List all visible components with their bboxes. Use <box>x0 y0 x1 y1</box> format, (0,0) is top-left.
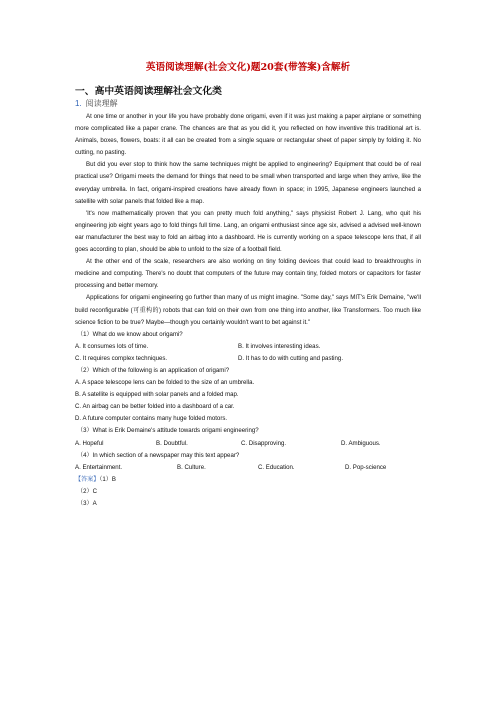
passage-paragraph: Applications for origami engineering go further than many of us might imagine. "Some day," says MIT's Erik Demaine, "we'll build reconfigurable (可重构的) robots that can fold on their own from one thing into another, like Transformers. Too much like science fiction to be true? Maybe—though you certainly wouldn't want to bet against it." <box>75 294 421 326</box>
question-label: 阅读理解 <box>85 99 118 108</box>
option: C. An airbag can be better folded into a dashboard of a car. <box>75 403 235 411</box>
option: C. Disapproving. <box>241 439 287 447</box>
answer-label: 【答案】 <box>75 475 100 483</box>
passage-paragraph: At the other end of the scale, researchers are also working on tiny folding devices that could lead to breakthroughs in medicine and computing. There's no doubt that computers of the future may contain tiny, folded motors or capacitors for faster processing and better memory. <box>75 258 421 290</box>
option: D. A future computer contains many huge folded motors. <box>75 415 228 423</box>
option-row <box>75 438 421 450</box>
option: A. Entertainment. <box>75 463 123 471</box>
option: C. Education. <box>258 463 295 471</box>
option: B. A satellite is equipped with solar panels and a folded map. <box>75 391 239 399</box>
section-heading: 一、高中英语阅读理解社会文化类 <box>75 86 222 97</box>
answer-line <box>75 474 421 486</box>
option: A. Hopeful <box>75 439 104 447</box>
option: D. Ambiguous. <box>341 439 381 447</box>
option: A. A space telescope lens can be folded to the size of an umbrella. <box>75 379 255 387</box>
option-row <box>75 341 421 353</box>
passage-paragraph: 'It's now mathematically proven that you can pretty much fold anything," says physicist Robert J. Lang, who quit his engineering job eight years ago to fold things full time. Lang, an origami enthusiast since age six, advised a advised well-known ear manufacturer the best way to fold an airbag into a dashboard. He is currently working on a space telescope lens that, if all goes according to plan, should be able to unfold to the size of a football field. <box>75 209 421 254</box>
option: B. Doubtful. <box>156 439 188 447</box>
question-header <box>75 98 118 109</box>
question-stem: （3）What is Erik Demaine's attitude towards origami engineering? <box>77 427 259 435</box>
answer: （2）C <box>77 487 97 495</box>
answer: （3）A <box>77 500 97 507</box>
answer: （1）B <box>99 475 116 483</box>
option: B. It involves interesting ideas. <box>238 342 321 350</box>
option: A. It consumes lots of time. <box>75 342 149 350</box>
passage-body <box>75 111 421 510</box>
option: C. It requires complex techniques. <box>75 354 168 362</box>
document-title: 英语阅读理解(社会文化)题20套(带答案)含解析 <box>145 62 351 73</box>
question-stem: （4）In which section of a newspaper may this text appear? <box>77 451 240 459</box>
question-stem: （2）Which of the following is an application of origami? <box>77 366 230 374</box>
option-row <box>75 462 421 474</box>
passage-paragraph: But did you ever stop to think how the same techniques might be applied to engineering? Equipment that could be of real practical use? Origami meets the demand for things that need to be small when transported and large when they arrive, like the everyday umbrella. In fact, origami-inspired creations have already flown in space; in 1995, Japanese engineers launched a satellite with solar panels that folded like a map. <box>75 161 421 205</box>
option-row <box>75 353 421 365</box>
question-stem: （1）What do we know about origami? <box>77 330 183 338</box>
option: D. It has to do with cutting and pasting. <box>238 354 344 362</box>
question-number: 1. <box>75 99 82 108</box>
passage-paragraph: At one time or another in your life you have probably done origami, even if it was just making a paper airplane or something more complicated like a paper crane. The chances are that as you did it, you reflected on how inventive this traditional art is. Animals, boxes, flowers, boats: it all can be created from a single square or rectangular sheet of paper simply by folding it. No cutting, no pasting. <box>75 113 421 157</box>
option: B. Culture. <box>177 463 206 471</box>
option: D. Pop-science <box>345 463 387 471</box>
